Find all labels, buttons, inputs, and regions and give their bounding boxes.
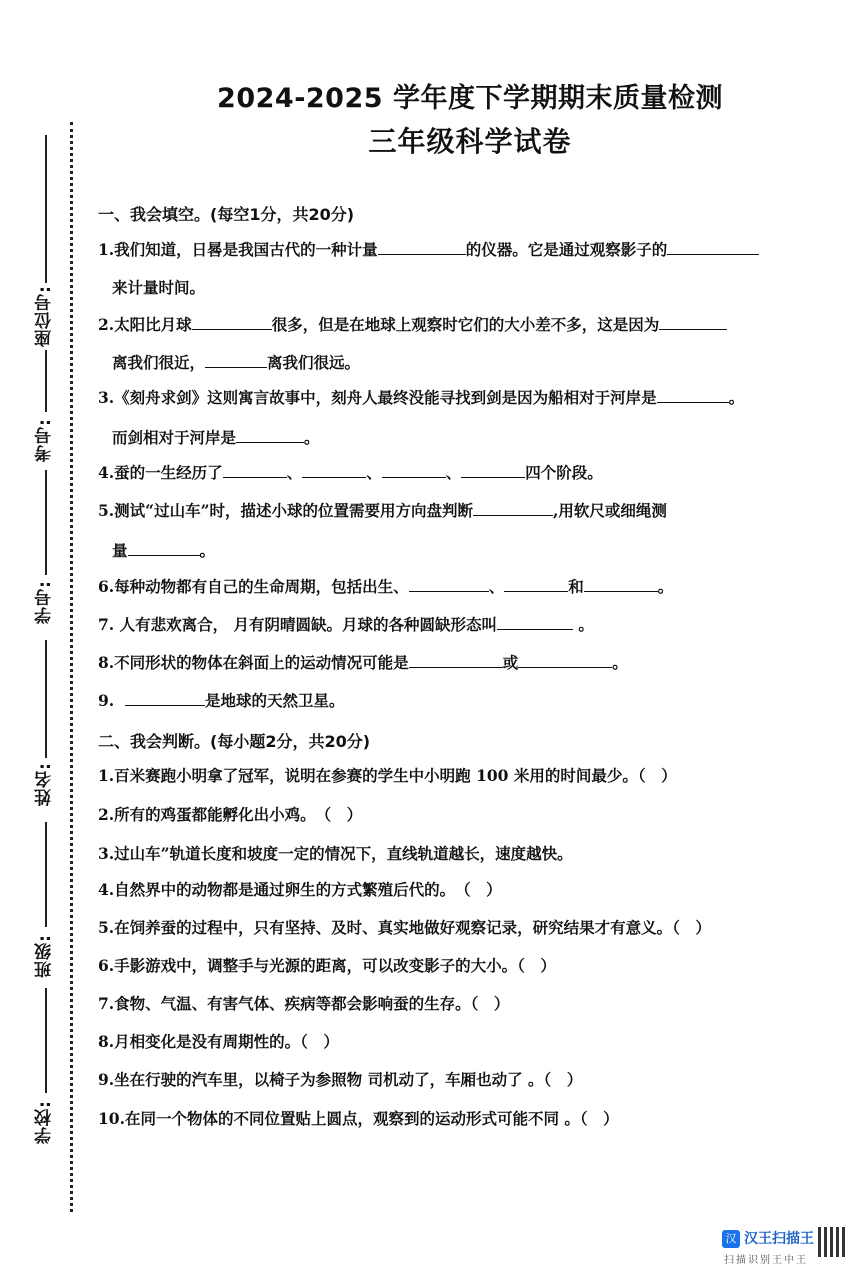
judge-question-1[interactable]: 1.百米赛跑小明拿了冠军，说明在参赛的学生中小明跑 100 米用的时间最少。（ ） (98, 766, 677, 785)
section-judge-heading: 二、我会判断。(每小题2分，共20分) (98, 732, 371, 751)
scanner-name: 汉王扫描王 (744, 1231, 814, 1247)
exam-subtitle: 三年级科学试卷 (368, 125, 572, 158)
judge-question-4[interactable]: 4.自然界中的动物都是通过卵生的方式繁殖后代的。 （ ） (98, 880, 502, 899)
fill-question-6: 6.每种动物都有自己的生命周期，包括出生、 、 和 。 (98, 577, 674, 596)
fill-question-5: 5.测试“过山车”时，描述小球的位置需要用方向盘判断 ,用软尺或细绳测 (98, 501, 667, 520)
fill-question-8: 8.不同形状的物体在斜面上的运动情况可能是 或 。 (98, 653, 628, 672)
judge-question-3[interactable]: 3.过山车”轨道长度和坡度一定的情况下，直线轨道越长，速度越快。 (98, 844, 573, 863)
fill-question-4: 4.蚕的一生经历了 、 、 、 四个阶段。 (98, 463, 603, 482)
name-field (18, 640, 58, 820)
answer-blank[interactable] (504, 577, 568, 592)
qr-code-icon (818, 1227, 848, 1257)
answer-blank[interactable] (302, 463, 366, 478)
judge-question-6[interactable]: 6.手影游戏中，调整手与光源的距离，可以改变影子的大小。（ ） (98, 956, 556, 975)
cut-dotted-line (70, 122, 73, 1212)
fill-question-1: 1.我们知道，日晷是我国古代的一种计量 的仪器。它是通过观察影子的 (98, 240, 818, 260)
fill-question-7: 7. 人有悲欢离合， 月有阴晴圆缺。月球的各种圆缺形态叫 。 (98, 615, 594, 634)
answer-blank[interactable] (409, 653, 503, 668)
scanner-tagline: 扫描识别王中王 (724, 1255, 808, 1266)
fill-question-9: 9. 是地球的天然卫星。 (98, 691, 345, 710)
judge-question-9[interactable]: 9.坐在行驶的汽车里，以椅子为参照物 司机动了，车厢也动了 。（ ） (98, 1070, 583, 1089)
fill-question-3: 3.《刻舟求剑》这则寓言故事中，刻舟人最终没能寻找到剑是因为船相对于河岸是 。 (98, 388, 745, 407)
judge-question-8[interactable]: 8.月相变化是没有周期性的。（ ） (98, 1032, 339, 1051)
answer-blank[interactable] (667, 240, 759, 255)
judge-question-7[interactable]: 7.食物、气温、有害气体、疾病等都会影响蚕的生存。（ ） (98, 994, 510, 1013)
name-label: 姓名: (35, 762, 55, 806)
answer-blank[interactable] (128, 541, 200, 556)
exam-number-field (18, 350, 58, 470)
seat-number-field (18, 135, 58, 350)
school-field (18, 988, 58, 1158)
answer-blank[interactable] (518, 653, 612, 668)
answer-blank[interactable] (205, 353, 267, 368)
judge-question-5[interactable]: 5.在饲养蚕的过程中，只有坚持、及时、真实地做好观察记录，研究结果才有意义。（ ） (98, 918, 711, 937)
class-label: 班级: (35, 934, 55, 978)
school-label: 学校: (35, 1100, 55, 1144)
binding-margin (0, 0, 80, 1276)
answer-blank[interactable] (409, 577, 489, 592)
answer-blank[interactable] (125, 691, 205, 706)
answer-blank[interactable] (192, 315, 272, 330)
scanner-watermark (722, 1227, 848, 1267)
fill-question-5-cont: 量 。 (112, 541, 216, 560)
answer-blank[interactable] (223, 463, 287, 478)
answer-blank[interactable] (497, 615, 573, 630)
judge-question-2[interactable]: 2.所有的鸡蛋都能孵化出小鸡。 （ ） (98, 805, 363, 824)
answer-blank[interactable] (382, 463, 446, 478)
answer-blank[interactable] (473, 501, 553, 516)
scanner-logo-icon: 汉 (722, 1230, 740, 1248)
fill-question-2: 2.太阳比月球 很多，但是在地球上观察时它们的大小差不多，这是因为 (98, 315, 818, 335)
student-number-label: 学号: (35, 580, 55, 624)
class-field (18, 822, 58, 987)
exam-title: 2024-2025 学年度下学期期末质量检测 (217, 83, 723, 114)
fill-question-2-cont: 离我们很近， 离我们很远。 (112, 353, 361, 372)
answer-blank[interactable] (659, 315, 727, 330)
fill-question-1-cont: 来计量时间。 (112, 278, 206, 297)
judge-question-10[interactable]: 10.在同一个物体的不同位置贴上圆点，观察到的运动形式可能不同 。（ ） (98, 1109, 619, 1128)
seat-number-label: 座位号: (35, 285, 55, 347)
fill-question-3-cont: 而剑相对于河岸是 。 (112, 428, 320, 447)
answer-blank[interactable] (584, 577, 658, 592)
answer-blank[interactable] (461, 463, 525, 478)
student-number-field (18, 470, 58, 635)
section-fill-in-heading: 一、我会填空。(每空1分，共20分) (98, 205, 355, 224)
answer-blank[interactable] (236, 428, 304, 443)
answer-blank[interactable] (378, 240, 466, 255)
answer-blank[interactable] (657, 388, 729, 403)
exam-number-label: 考号: (35, 418, 55, 462)
